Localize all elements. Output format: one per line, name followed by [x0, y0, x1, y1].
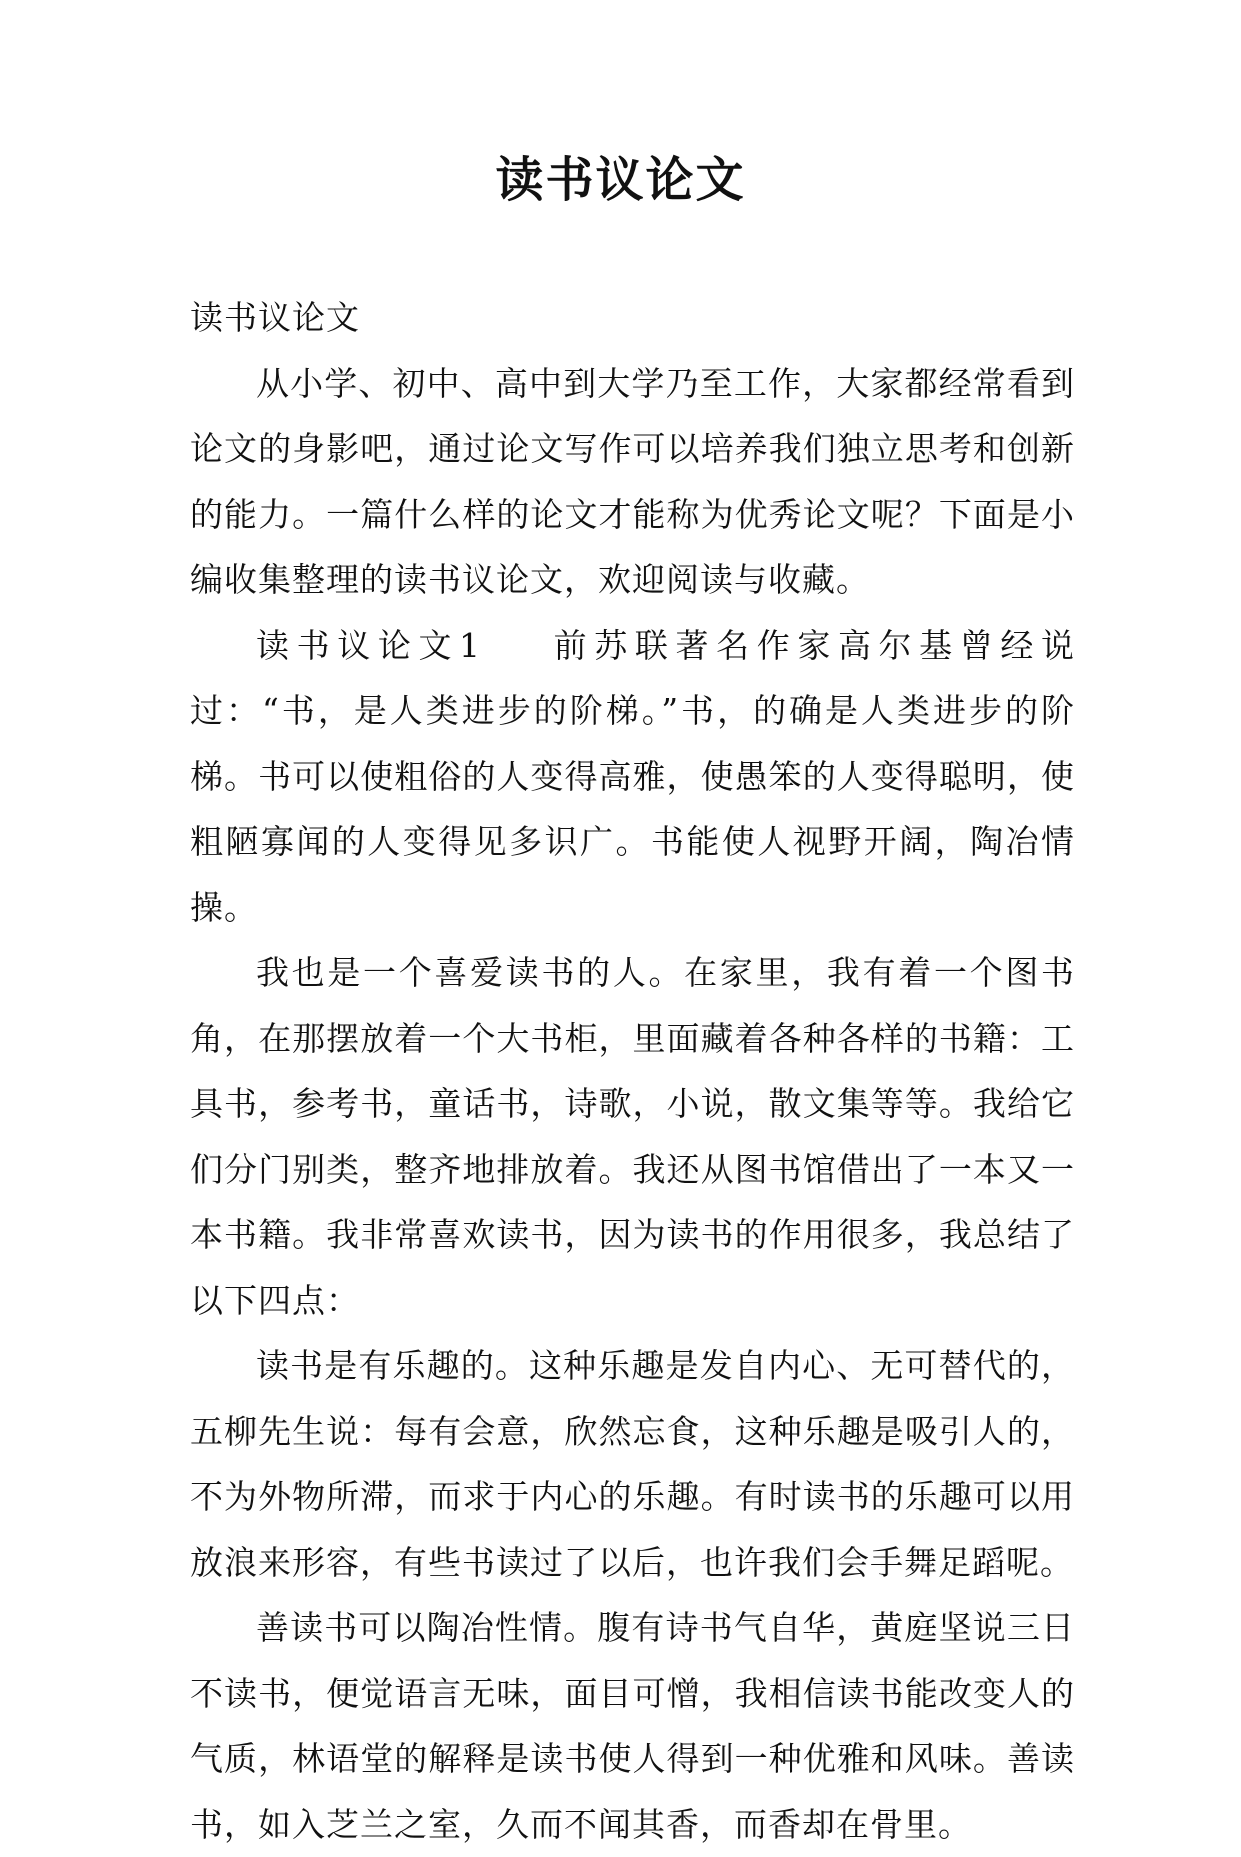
paragraph-essay-1-text: 前苏联著名作家高尔基曾经说过：“书，是人类进步的阶梯。”书，的确是人类进步的阶梯。书可以使粗俗的人变得高雅，使愚笨的人变得聪明，使粗陋寡闻的人变得见多识广。书能使人视野开阔，陶冶情操。	[190, 625, 1076, 927]
paragraph-essay-1	[190, 613, 1075, 941]
document-body	[190, 285, 1075, 1857]
paragraph-joy: 读书是有乐趣的。这种乐趣是发自内心、无可替代的，五柳先生说：每有会意，欣然忘食，这种乐趣是吸引人的，不为外物所滞，而求于内心的乐趣。有时读书的乐趣可以用放浪来形容，有些书读过了以后，也许我们会手舞足蹈呢。	[190, 1346, 1075, 1582]
page-title: 读书议论文	[495, 152, 746, 208]
paragraph-intro: 从小学、初中、高中到大学乃至工作，大家都经常看到论文的身影吧，通过论文写作可以培养我们独立思考和创新的能力。一篇什么样的论文才能称为优秀论文呢？下面是小编收集整理的读书议论文，欢迎阅读与收藏。	[190, 363, 1075, 599]
doc-subtitle: 读书议论文	[190, 298, 360, 337]
section-label: 读书议论文1	[256, 625, 482, 665]
paragraph-temperament: 善读书可以陶冶性情。腹有诗书气自华，黄庭坚说三日不读书，便觉语言无味，面目可憎，我相信读书能改变人的气质，林语堂的解释是读书使人得到一种优雅和风味。善读书，如入芝兰之室，久而不闻其香，而香却在骨里。	[190, 1608, 1075, 1844]
paragraph-library: 我也是一个喜爱读书的人。在家里，我有着一个图书角，在那摆放着一个大书柜，里面藏着各种各样的书籍：工具书，参考书，童话书，诗歌，小说，散文集等等。我给它们分门别类，整齐地排放着。我还从图书馆借出了一本又一本书籍。我非常喜欢读书，因为读书的作用很多，我总结了以下四点：	[190, 953, 1075, 1320]
